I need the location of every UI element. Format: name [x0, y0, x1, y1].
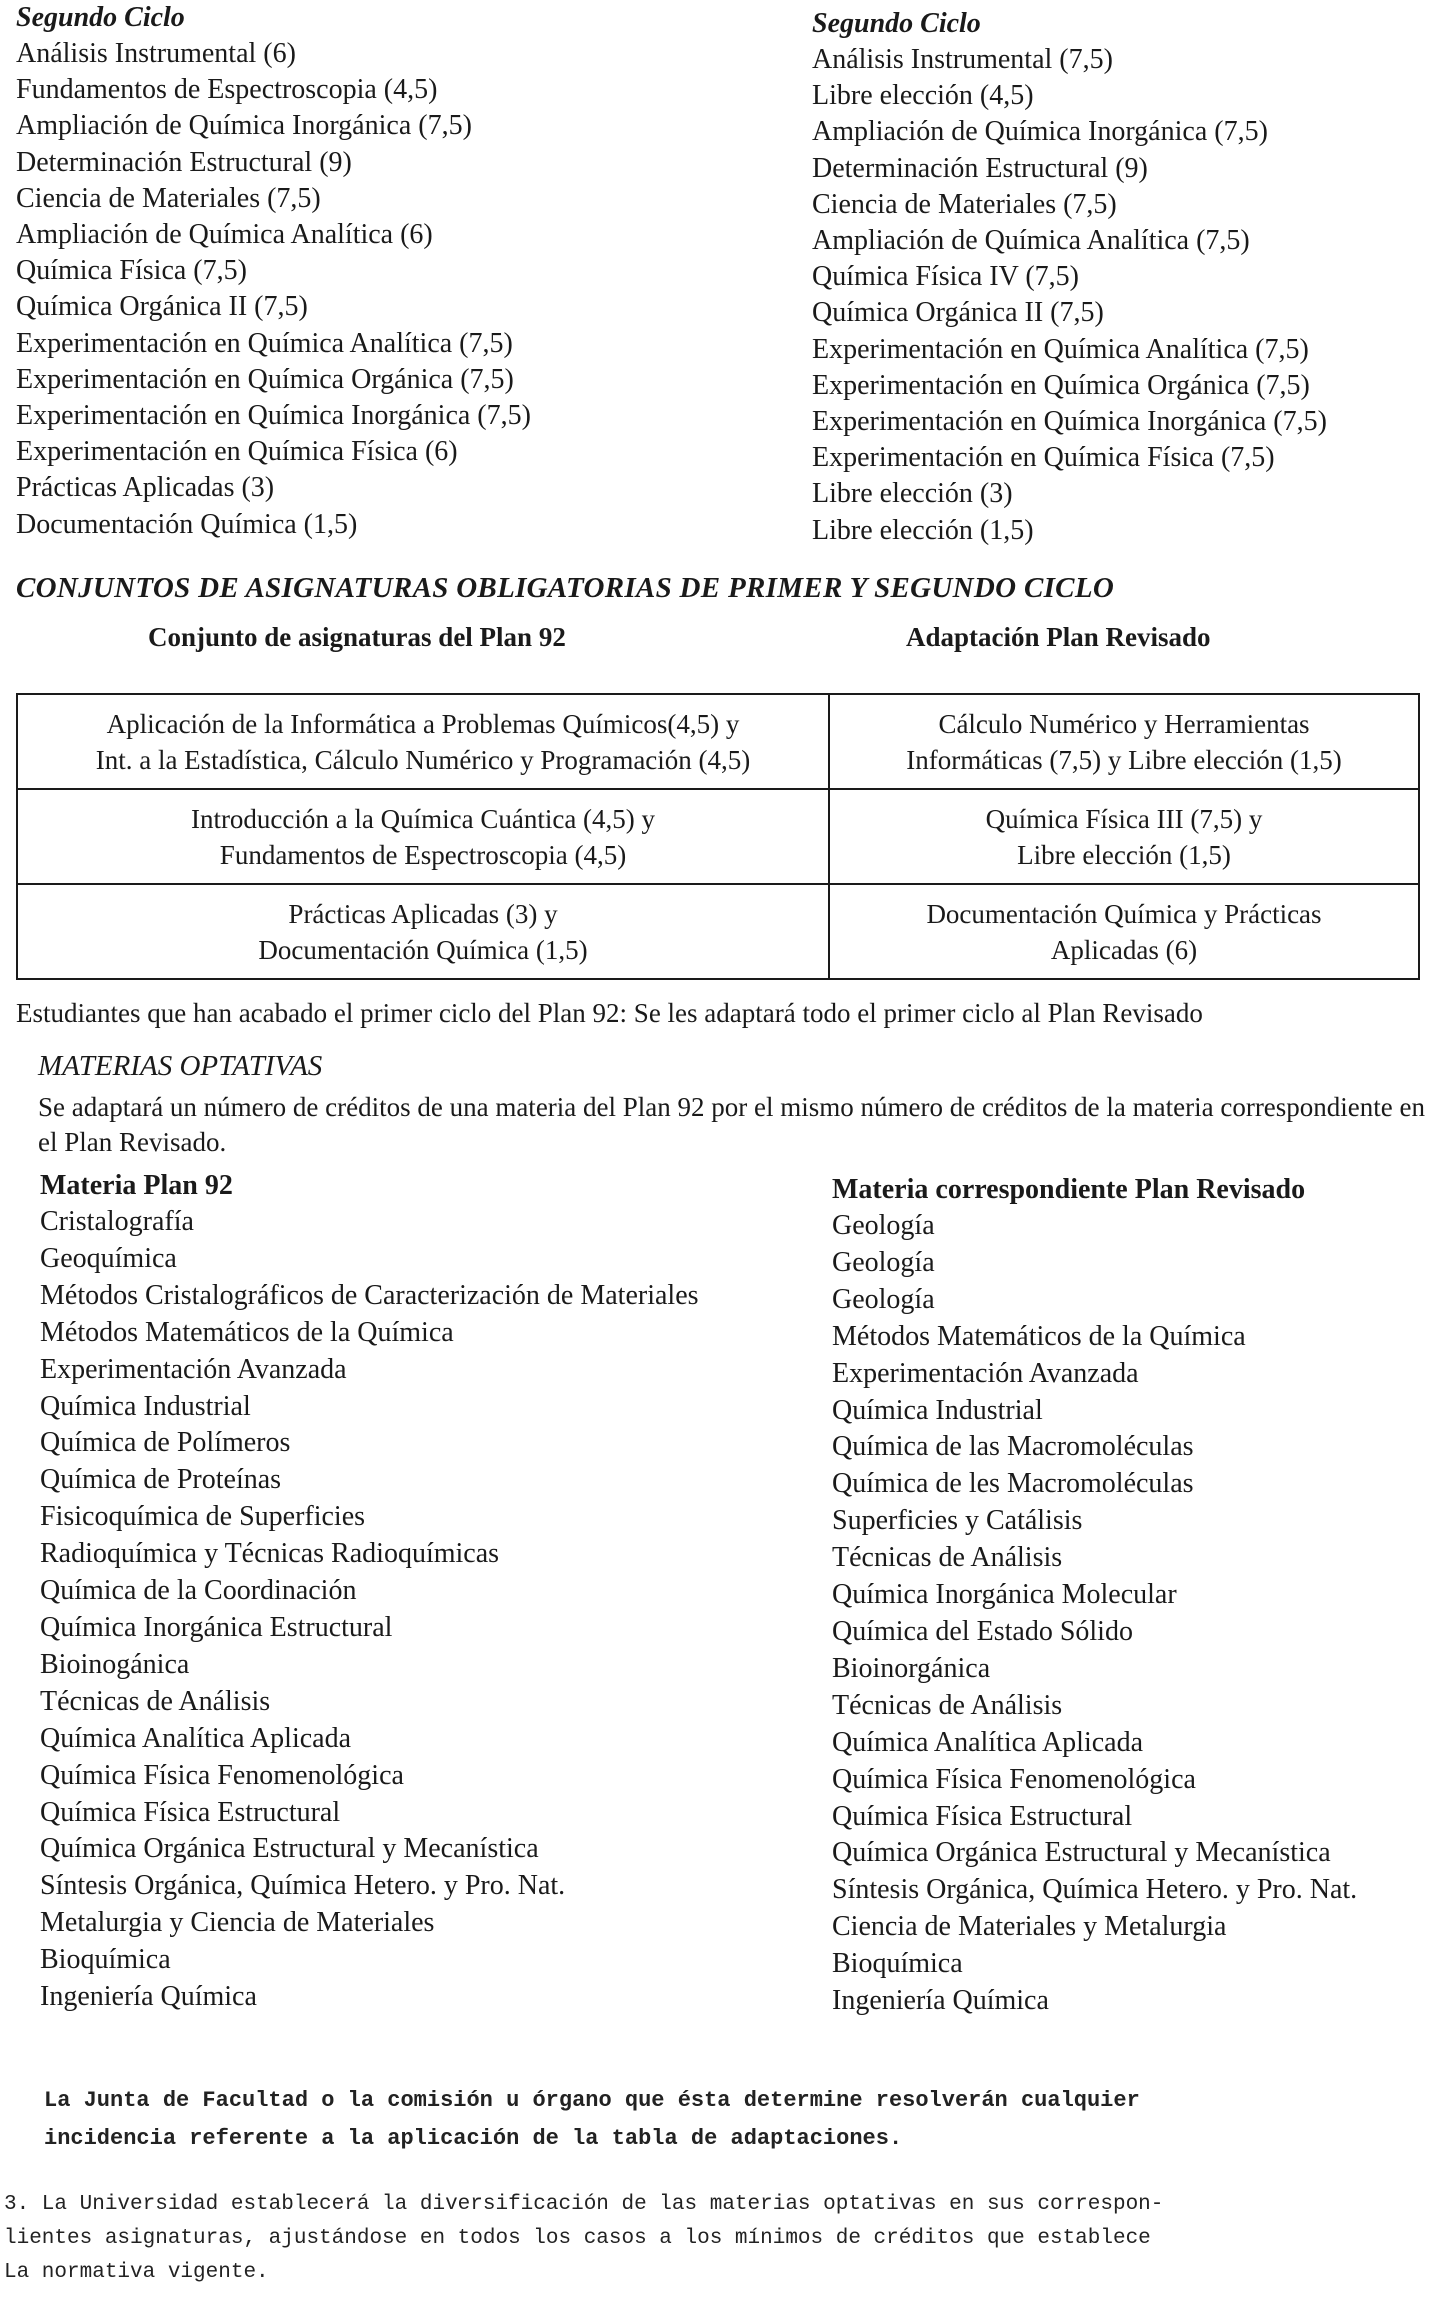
list-item: Química Física Fenomenológica [40, 1759, 404, 1791]
ciclo-heading: Segundo Ciclo [16, 2, 185, 33]
list-item: Ampliación de Química Inorgánica (7,5) [16, 110, 472, 142]
note-line: lientes asignaturas, ajustándose en todos los casos a los mínimos de créditos que establece [4, 2227, 1151, 2250]
list-item: Análisis Instrumental (7,5) [812, 44, 1113, 75]
table-row [17, 694, 1419, 789]
list-item: Ciencia de Materiales (7,5) [812, 188, 1117, 220]
optativas-description: Se adaptará un número de créditos de una materia del Plan 92 por el mismo número de créditos de la materia correspondiente en el Plan Revisado. [38, 1092, 1426, 1157]
list-item: Química de la Coordinación [40, 1575, 357, 1607]
conjuntos-title: CONJUNTOS DE ASIGNATURAS OBLIGATORIAS DE PRIMER Y SEGUNDO CICLO [16, 572, 1115, 604]
table-cell [829, 694, 1419, 789]
adaptation-table [16, 693, 1420, 980]
list-item: Bioquímica [40, 1944, 171, 1976]
list-item: Química Física IV (7,5) [812, 261, 1079, 293]
ciclo-heading: Segundo Ciclo [812, 8, 981, 39]
list-item: Métodos Cristalográficos de Caracterización de Materiales [40, 1279, 699, 1311]
list-item: Bioquímica [832, 1948, 963, 1980]
list-item: Experimentación Avanzada [832, 1357, 1139, 1389]
list-item: Química del Estado Sólido [832, 1615, 1133, 1647]
list-item: Técnicas de Análisis [832, 1689, 1063, 1721]
list-item: Química Inorgánica Molecular [832, 1579, 1177, 1611]
list-item: Prácticas Aplicadas (3) [16, 472, 275, 504]
materia-revisado-header: Materia correspondiente Plan Revisado [832, 1174, 1306, 1205]
cell-line: Aplicadas (6) [1050, 934, 1198, 965]
table-row [17, 789, 1419, 884]
conjunto-plan92-header: Conjunto de asignaturas del Plan 92 [148, 622, 566, 652]
list-item: Química Física (7,5) [16, 255, 247, 287]
table-cell [17, 884, 829, 979]
cell-line: Cálculo Numérico y Herramientas [938, 708, 1310, 739]
list-item: Bioinorgánica [832, 1652, 991, 1684]
list-item: Superficies y Catálisis [832, 1505, 1083, 1537]
list-item: Libre elección (4,5) [812, 80, 1034, 112]
cell-line: Fundamentos de Espectroscopia (4,5) [219, 839, 627, 870]
list-item: Cristalografía [40, 1206, 194, 1237]
list-item: Ampliación de Química Analítica (6) [16, 219, 433, 251]
list-item: Experimentación en Química Física (6) [16, 436, 458, 468]
list-item: Ampliación de Química Inorgánica (7,5) [812, 116, 1268, 148]
cell-line: Introducción a la Química Cuántica (4,5) y [190, 803, 656, 834]
list-item: Determinación Estructural (9) [16, 146, 352, 178]
list-item: Química Orgánica Estructural y Mecanística [832, 1837, 1331, 1869]
list-item: Experimentación en Química Orgánica (7,5) [16, 363, 514, 395]
list-item: Química de les Macromoléculas [832, 1468, 1194, 1500]
list-item: Geología [832, 1210, 935, 1241]
table-cell [829, 884, 1419, 979]
list-item: Bioinogánica [40, 1648, 190, 1680]
list-item: Experimentación en Química Inorgánica (7,5) [812, 406, 1327, 438]
optativas-title: MATERIAS OPTATIVAS [38, 1050, 323, 1082]
list-item: Fundamentos de Espectroscopia (4,5) [16, 74, 438, 106]
list-item: Experimentación en Química Analítica (7,5) [812, 333, 1309, 365]
list-item: Química de Polímeros [40, 1427, 291, 1459]
list-item: Experimentación en Química Orgánica (7,5) [812, 369, 1310, 401]
list-item: Química Física Estructural [40, 1796, 341, 1828]
list-item: Química de las Macromoléculas [832, 1431, 1194, 1463]
cell-line: Int. a la Estadística, Cálculo Numérico y Programación (4,5) [95, 744, 751, 775]
list-item: Libre elección (1,5) [812, 514, 1034, 546]
materia-plan92-header: Materia Plan 92 [40, 1170, 233, 1201]
list-item: Análisis Instrumental (6) [16, 38, 296, 69]
list-item: Ingeniería Química [40, 1981, 257, 2013]
list-item: Química Industrial [832, 1394, 1043, 1426]
table-row [17, 884, 1419, 979]
cell-line: Informáticas (7,5) y Libre elección (1,5) [906, 744, 1342, 775]
list-item: Química de Proteínas [40, 1464, 282, 1496]
list-item: Química Orgánica II (7,5) [16, 291, 308, 323]
table-cell [17, 694, 829, 789]
list-item: Radioquímica y Técnicas Radioquímicas [40, 1538, 500, 1570]
final-note [4, 2188, 1163, 2290]
list-item: Técnicas de Análisis [40, 1685, 271, 1717]
list-item: Síntesis Orgánica, Química Hetero. y Pro. Nat. [40, 1870, 566, 1902]
note-line: La Junta de Facultad o la comisión u órgano que ésta determine resolverán cualquier [44, 2088, 1140, 2113]
materias-plan92 [40, 1168, 820, 2016]
list-item: Química Analítica Aplicada [40, 1722, 352, 1754]
list-item: Fisicoquímica de Superficies [40, 1501, 366, 1533]
list-item: Experimentación en Química Física (7,5) [812, 442, 1275, 474]
list-item: Química Orgánica Estructural y Mecanística [40, 1833, 539, 1865]
list-item: Métodos Matemáticos de la Química [40, 1316, 454, 1348]
students-note: Estudiantes que han acabado el primer ciclo del Plan 92: Se les adaptará todo el primer ciclo al Plan Revisado [16, 998, 1203, 1028]
cell-line: Libre elección (1,5) [1017, 839, 1231, 870]
segundo-ciclo-revisado [812, 6, 1432, 549]
list-item: Determinación Estructural (9) [812, 152, 1148, 184]
list-item: Síntesis Orgánica, Química Hetero. y Pro. Nat. [832, 1874, 1358, 1906]
materias-revisado [832, 1172, 1432, 2020]
list-item: Ampliación de Química Analítica (7,5) [812, 225, 1250, 257]
list-item: Ciencia de Materiales y Metalurgia [832, 1911, 1227, 1943]
cell-line: Química Física III (7,5) y [985, 803, 1263, 834]
list-item: Experimentación Avanzada [40, 1353, 347, 1385]
list-item: Métodos Matemáticos de la Química [832, 1320, 1246, 1352]
table-cell [17, 789, 829, 884]
list-item: Ciencia de Materiales (7,5) [16, 182, 321, 214]
list-item: Ingeniería Química [832, 1985, 1049, 2017]
list-item: Química Analítica Aplicada [832, 1726, 1144, 1758]
cell-line: Documentación Química (1,5) [258, 934, 588, 965]
list-item: Geoquímica [40, 1242, 177, 1274]
list-item: Experimentación en Química Inorgánica (7,5) [16, 400, 531, 432]
list-item: Química Industrial [40, 1390, 251, 1422]
list-item: Geología [832, 1283, 935, 1315]
list-item: Metalurgia y Ciencia de Materiales [40, 1907, 435, 1939]
list-item: Libre elección (3) [812, 478, 1013, 510]
list-item: Química Física Fenomenológica [832, 1763, 1196, 1795]
note-line: 3. La Universidad establecerá la diversificación de las materias optativas en sus correspon- [4, 2193, 1164, 2216]
note-line: La normativa vigente. [4, 2261, 269, 2284]
adaptacion-header: Adaptación Plan Revisado [906, 622, 1211, 652]
list-item: Química Física Estructural [832, 1800, 1133, 1832]
list-item: Química Inorgánica Estructural [40, 1611, 393, 1643]
list-item: Experimentación en Química Analítica (7,5) [16, 327, 513, 359]
segundo-ciclo-plan92 [16, 0, 786, 543]
list-item: Documentación Química (1,5) [16, 508, 358, 540]
note-line: incidencia referente a la aplicación de la tabla de adaptaciones. [44, 2126, 903, 2151]
cell-line: Prácticas Aplicadas (3) y [288, 898, 558, 929]
junta-note [44, 2082, 1140, 2158]
cell-line: Aplicación de la Informática a Problemas Químicos(4,5) y [106, 708, 740, 739]
list-item: Química Orgánica II (7,5) [812, 297, 1104, 329]
list-item: Técnicas de Análisis [832, 1542, 1063, 1574]
list-item: Geología [832, 1246, 935, 1278]
cell-line: Documentación Química y Prácticas [926, 898, 1322, 929]
table-cell [829, 789, 1419, 884]
